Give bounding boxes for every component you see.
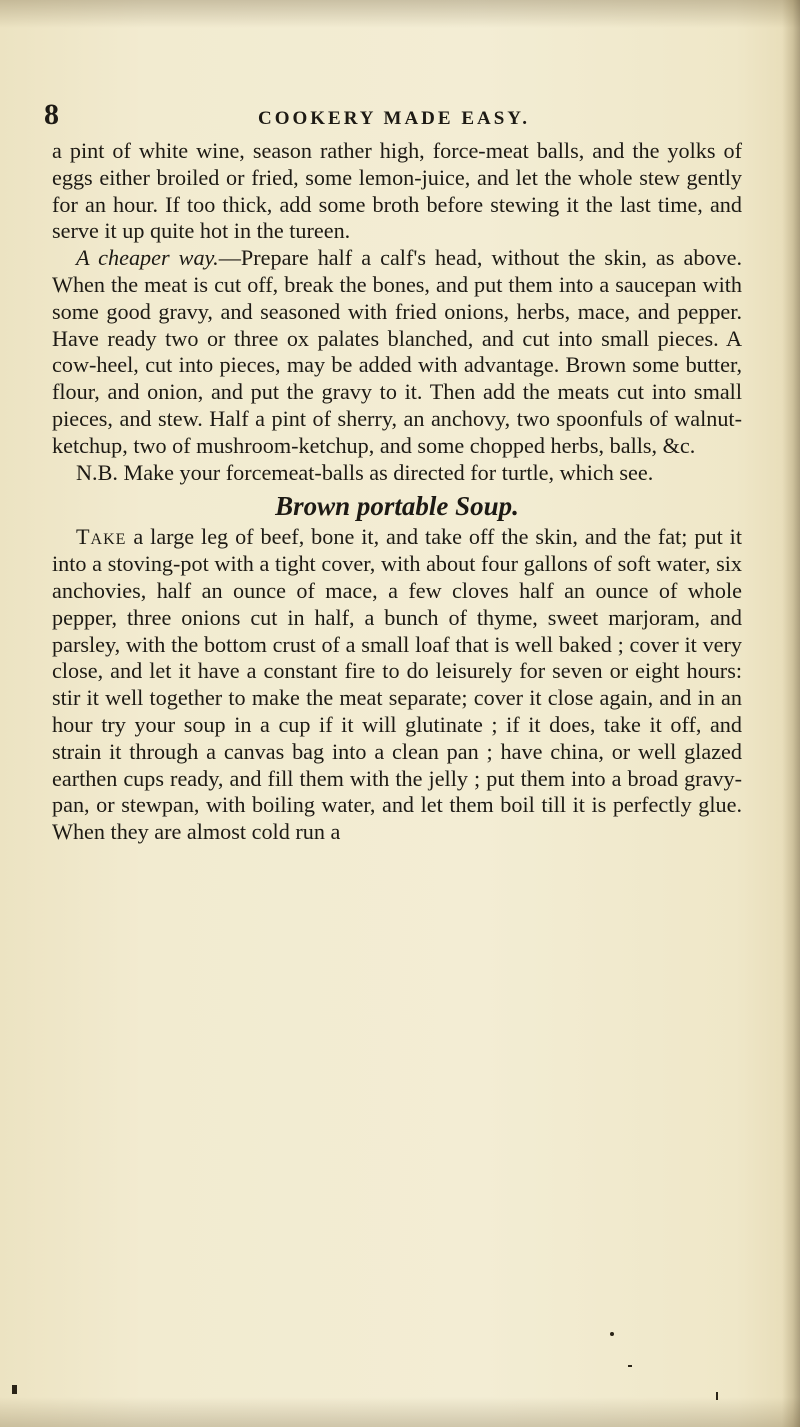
page-top-shadow: [0, 0, 800, 28]
page-number: 8: [44, 98, 59, 131]
ink-speck: [610, 1332, 614, 1336]
page-text: [52, 138, 742, 846]
ink-speck: [716, 1392, 718, 1400]
cheaper-way-label: A cheaper way.: [76, 245, 219, 271]
recipe-title: Brown portable Soup.: [275, 491, 519, 522]
continued-paragraph: a pint of white wine, season rather high, force-meat balls, and the yolks of eggs either broiled or fried, some lemon-juice, and let the whole stew gently for an hour. If too thick, add some broth before stewing it the last time, and serve it up quite hot in the tureen.: [52, 138, 742, 244]
page-specks: [0, 1330, 800, 1427]
cheaper-way-text: —Prepare half a calf's head, without the skin, as above. When the meat is cut off, break the bones, and put them into a saucepan with some good gravy, and seasoned with fried onions, herbs, mace, and pepper. Have ready two or three ox palates blanched, and cut into small pieces. A cow-heel, cut into pieces, may be added with advantage. Brown some butter, flour, and onion, and put the gravy to it. Then add the meats cut into small pieces, and stew. Half a pint of sherry, an anchovy, two spoonfuls of walnut-ketchup, two of mushroom-ketchup, and some chopped herbs, balls, &c.: [52, 245, 742, 458]
ink-speck: [628, 1365, 632, 1367]
recipe-paragraph: [52, 524, 742, 846]
recipe-lead-word: Take: [76, 524, 127, 550]
page-header: [44, 98, 744, 138]
page-edge-shadow: [782, 0, 800, 1427]
recipe-text: a large leg of beef, bone it, and take off the skin, and the fat; put it into a stoving-pot with a tight cover, with about four gallons of soft water, six anchovies, half an ounce of mace, a few cloves half an ounce of whole pepper, three onions cut in half, a bunch of thyme, sweet marjoram, and parsley, with the bottom crust of a small loaf that is well baked ; cover it very close, and let it have a constant fire to do leisurely for seven or eight hours: stir it well together to make the meat separate; cover it close again, and in an hour try your soup in a cup if it will glutinate ; if it does, take it off, and strain it through a canvas bag into a clean pan ; have china, or well glazed earthen cups ready, and fill them with the jelly ; put them into a broad gravy-pan, or stewpan, with boiling water, and let them boil till it is perfectly glue. When they are almost cold run a: [52, 524, 742, 845]
ink-speck: [12, 1385, 17, 1394]
cheaper-way-paragraph: [52, 245, 742, 459]
nb-paragraph: N.B. Make your forcemeat-balls as directed for turtle, which see.: [76, 459, 654, 485]
running-head: COOKERY MADE EASY.: [257, 108, 531, 129]
